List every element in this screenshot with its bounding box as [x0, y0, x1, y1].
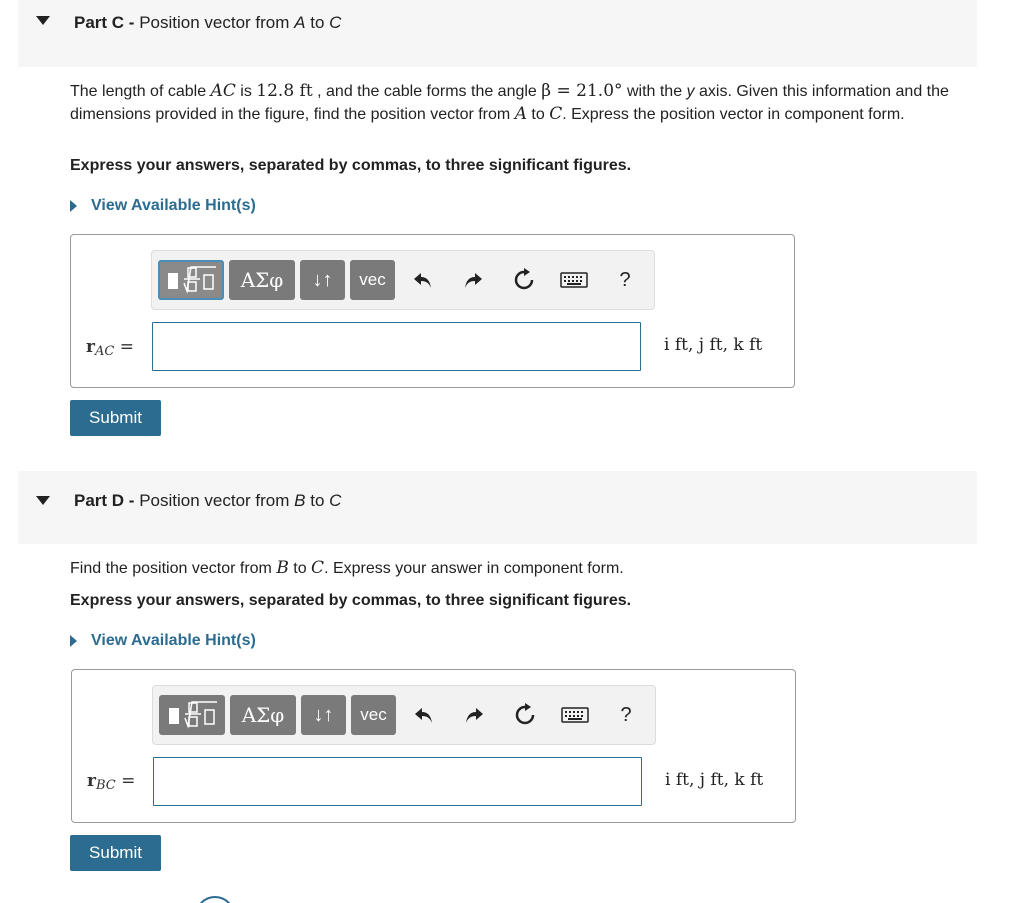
units-label: i ft, j ft, k ft: [665, 770, 764, 790]
units-label: i ft, j ft, k ft: [664, 335, 763, 355]
part-d-answer-box: [71, 669, 796, 823]
math-toolbar: [151, 250, 655, 310]
redo-icon[interactable]: [459, 700, 489, 730]
expand-caret-icon: [70, 635, 77, 647]
reset-icon[interactable]: [510, 700, 540, 730]
variable-label-rac: $r_{AC}$ =: [86, 337, 134, 359]
collapse-triangle-icon[interactable]: [36, 16, 50, 26]
templates-button[interactable]: [159, 695, 225, 735]
part-c-hint-link[interactable]: View Available Hint(s): [70, 197, 256, 215]
math-toolbar: [152, 685, 656, 745]
templates-button[interactable]: [158, 260, 224, 300]
subscript-superscript-button[interactable]: ↓↑: [300, 260, 345, 300]
collapse-triangle-icon[interactable]: [36, 496, 50, 506]
part-c-problem-text: The length of cable AC is 12.8 ft , and the cable forms the angle β = 21.0° with the y axis. Given this information and the dimensions provided in the figure, find the position vector from A to C. Express the position vector in component form.: [70, 81, 949, 124]
submit-button[interactable]: Submit: [70, 835, 161, 871]
help-icon[interactable]: ?: [619, 268, 631, 291]
part-c-instruction: Express your answers, separated by commas, to three significant figures.: [70, 157, 632, 174]
vector-button[interactable]: vec: [350, 260, 395, 300]
undo-icon[interactable]: [409, 700, 439, 730]
partial-circle-icon: [195, 896, 235, 903]
part-d-header[interactable]: [18, 471, 977, 544]
fraction-root-icon: [165, 700, 219, 730]
variable-label-rbc: $r_{BC}$ =: [87, 771, 136, 793]
part-c-answer-box: [70, 234, 795, 388]
answer-input-rbc[interactable]: [153, 757, 642, 806]
part-d-problem-text: Find the position vector from B to C. Express your answer in component form.: [70, 558, 624, 578]
subscript-superscript-button[interactable]: ↓↑: [301, 695, 346, 735]
part-d-instruction: Express your answers, separated by commas, to three significant figures.: [70, 592, 632, 609]
fraction-root-icon: [164, 265, 218, 295]
redo-icon[interactable]: [458, 265, 488, 295]
undo-icon[interactable]: [408, 265, 438, 295]
vector-button[interactable]: vec: [351, 695, 396, 735]
keyboard-icon[interactable]: [560, 700, 590, 730]
submit-button[interactable]: Submit: [70, 400, 161, 436]
part-c-header[interactable]: [18, 0, 977, 67]
help-icon[interactable]: ?: [620, 703, 632, 726]
keyboard-icon[interactable]: [559, 265, 589, 295]
answer-input-rac[interactable]: [152, 322, 641, 371]
part-d-title: Part D - Position vector from B to C: [74, 491, 342, 510]
expand-caret-icon: [70, 200, 77, 212]
greek-symbols-button[interactable]: ΑΣφ: [229, 260, 295, 300]
greek-symbols-button[interactable]: ΑΣφ: [230, 695, 296, 735]
reset-icon[interactable]: [509, 265, 539, 295]
part-d-hint-link[interactable]: View Available Hint(s): [70, 632, 256, 650]
part-c-title: Part C - Position vector from A to C: [74, 13, 342, 32]
